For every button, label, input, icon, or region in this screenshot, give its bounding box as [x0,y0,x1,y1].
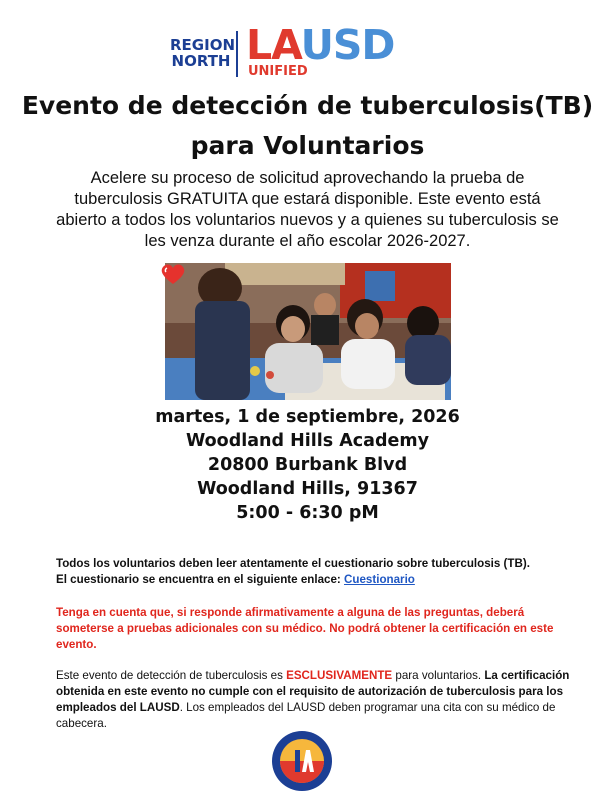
event-venue: Woodland Hills Academy [185,431,430,451]
volunteers-photo [165,263,451,400]
exclusivity-text: Este evento de detección de tuberculosis es [56,669,287,682]
page-title [0,86,615,166]
region-north-label [170,36,235,70]
lausd-usd: USD [300,21,395,69]
intro-line: abierto a todos los voluntarios nuevos y a quienes su tuberculosis se [56,211,559,229]
logo-divider [236,31,238,77]
lausd-wordmark [246,23,394,67]
event-details [0,405,615,525]
event-time: 5:00 - 6:30 pM [236,503,379,523]
employee-requirement-text: La certificación obtenida en este evento no cumple con el requisito de autorización de tuberculosis para los empleados del LAUSD [56,669,570,714]
exclusivity-emphasis: ESCLUSIVAMENTE [286,669,393,682]
title-line-1: Evento de detección de tuberculosis(TB) [21,91,594,120]
questionnaire-link-line [56,572,576,588]
intro-paragraph [40,168,575,252]
event-city: Woodland Hills, 91367 [197,479,418,499]
event-date: martes, 1 de septiembre, 2026 [155,407,460,427]
unified-label: UNIFIED [248,64,308,79]
region-line: REGION [170,36,235,54]
intro-line: Acelere su proceso de solicitud aprovechando la prueba de [90,169,525,187]
exclusivity-text: . Los empleados del LAUSD deben programar una cita con su médico de cabecera. [56,701,556,730]
region-north-lausd-logo [170,21,400,81]
warning-notice: Tenga en cuenta que, si responde afirmativamente a alguna de las preguntas, deberá someterse a pruebas adicionales con su médico. No podrá obtener la certificación en este evento. [56,606,554,651]
intro-line: les venza durante el año escolar 2026-2027. [144,232,471,250]
lausd-seal-logo [271,730,333,792]
north-line: NORTH [171,52,231,70]
questionnaire-notice-line: Todos los voluntarios deben leer atentamente el cuestionario sobre tuberculosis (TB). [56,557,530,570]
event-street: 20800 Burbank Blvd [207,455,408,475]
questionnaire-link-prefix: El cuestionario se encuentra en el siguiente enlace: [56,573,345,586]
questionnaire-notice [56,556,576,588]
questionnaire-link[interactable]: Cuestionario [344,573,415,586]
heart-icon [160,262,186,291]
exclusivity-text: para voluntarios. [392,669,485,682]
title-line-2: para Voluntarios [190,131,425,160]
lausd-la: LA [246,21,301,69]
exclusivity-notice [56,668,581,732]
intro-line: tuberculosis GRATUITA que estará disponible. Este evento está [74,190,541,208]
